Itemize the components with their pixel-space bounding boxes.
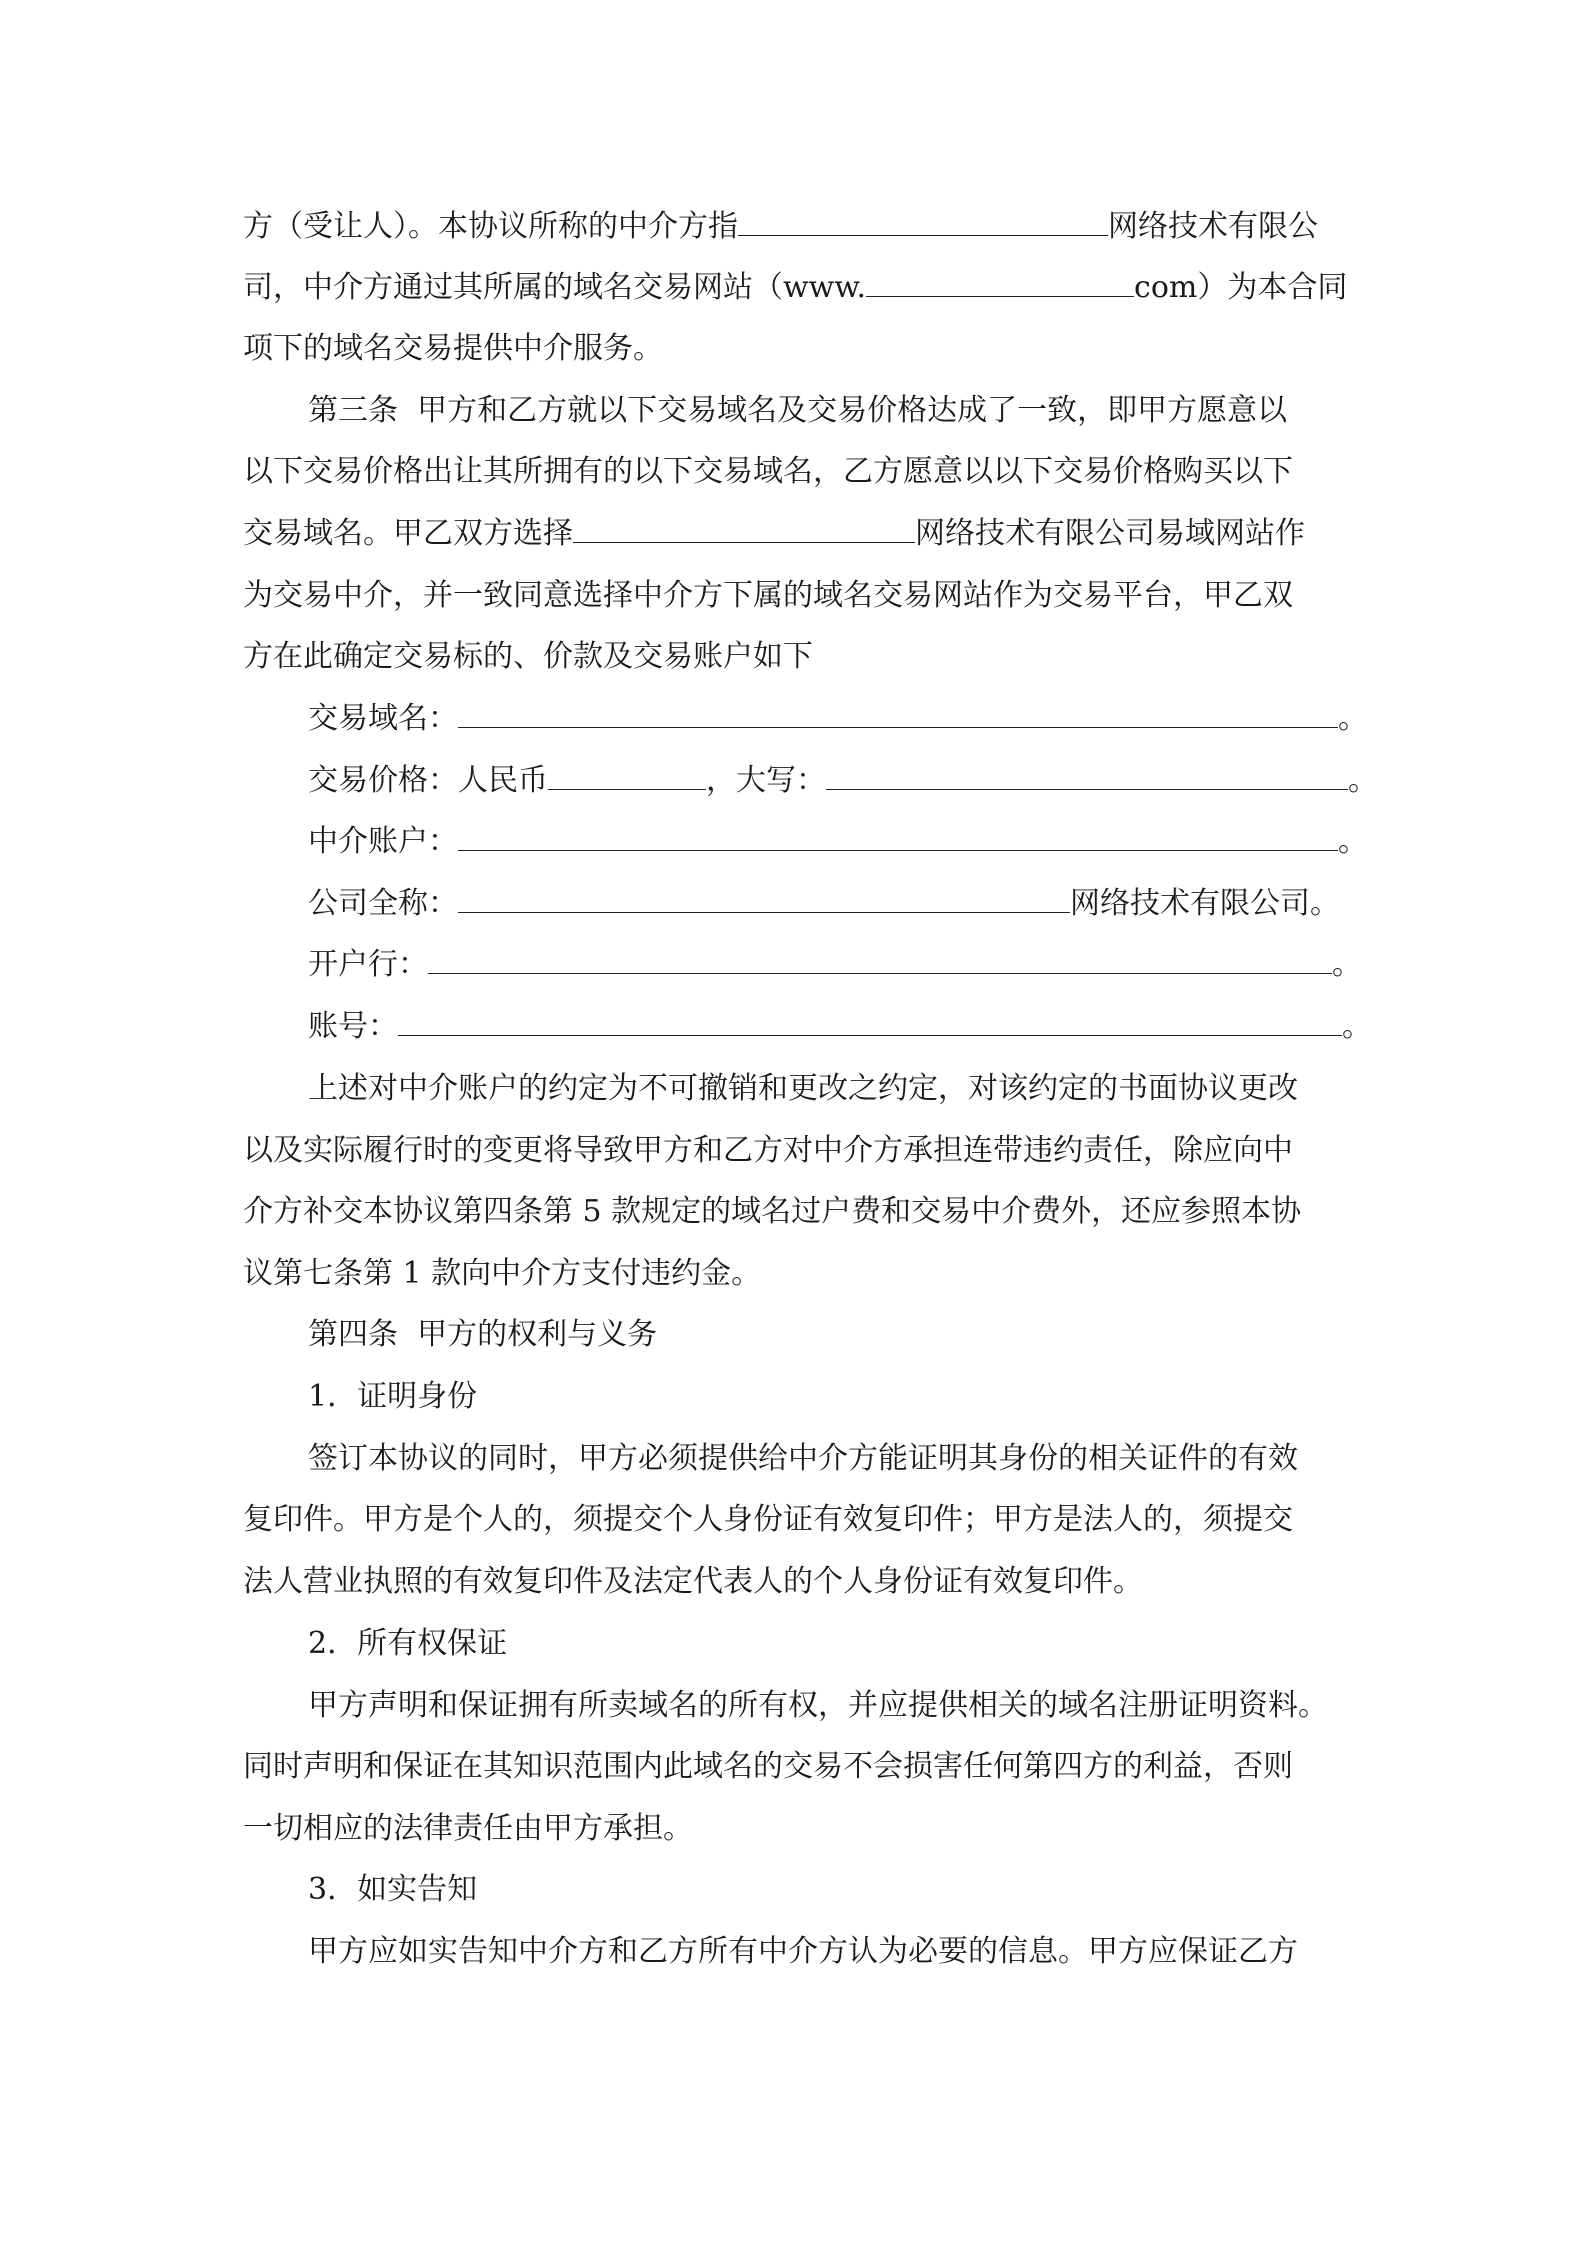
field-label: 账号：: [308, 1009, 398, 1044]
section-1-title: 1．证明身份: [308, 1379, 478, 1414]
field-bank: [308, 945, 1362, 985]
fill-in-blank[interactable]: [573, 518, 915, 543]
paragraph-line: 为交易中介，并一致同意选择中介方下属的域名交易网站作为交易平台，甲乙双: [243, 578, 1293, 613]
fill-in-blank[interactable]: [548, 765, 706, 790]
paragraph-line: 以下交易价格出让其所拥有的以下交易域名，乙方愿意以以下交易价格购买以下: [243, 454, 1293, 489]
field-account-number: [308, 1007, 1372, 1047]
fill-in-blank[interactable]: [738, 211, 1108, 236]
paragraph-line: 议第七条第 1 款向中介方支付违约金。: [243, 1256, 762, 1291]
field-label: 开户行：: [308, 947, 428, 982]
paragraph-line: 一切相应的法律责任由甲方承担。: [243, 1811, 693, 1846]
paragraph-line: 介方补交本协议第四条第 5 款规定的域名过户费和交易中介费外，还应参照本协: [243, 1194, 1302, 1229]
text: 网络技术有限公司易域网站作: [915, 516, 1305, 551]
field-escrow-account: [308, 822, 1368, 862]
field-label: 公司全称：: [308, 886, 458, 921]
section-3-title: 3．如实告知: [308, 1872, 478, 1907]
paragraph-line: 甲方声明和保证拥有所卖域名的所有权，并应提供相关的域名注册证明资料。: [308, 1688, 1328, 1723]
text: 。: [1342, 1009, 1372, 1044]
field-label: 交易域名：: [308, 701, 458, 736]
text: 。: [1338, 824, 1368, 859]
text: 交易域名。甲乙双方选择: [243, 516, 573, 551]
field-domain: [308, 699, 1368, 739]
paragraph-line: 甲方应如实告知中介方和乙方所有中介方认为必要的信息。甲方应保证乙方: [308, 1934, 1298, 1969]
field-label: 中介账户：: [308, 824, 458, 859]
paragraph-line: 项下的域名交易提供中介服务。: [243, 331, 663, 366]
text: 。: [1332, 947, 1362, 982]
field-label: ，大写：: [706, 763, 826, 798]
paragraph-line: 上述对中介账户的约定为不可撤销和更改之约定，对该约定的书面协议更改: [308, 1071, 1298, 1106]
fill-in-blank[interactable]: [826, 765, 1348, 790]
paragraph-line: 法人营业执照的有效复印件及法定代表人的个人身份证有效复印件。: [243, 1564, 1143, 1599]
field-company-name: [308, 884, 1340, 924]
text: 。: [1338, 701, 1368, 736]
paragraph-line: 方在此确定交易标的、价款及交易账户如下: [243, 639, 813, 674]
field-label: 交易价格：人民币: [308, 763, 548, 798]
text: 方（受让人）。本协议所称的中介方指: [243, 209, 738, 244]
section-2-title: 2．所有权保证: [308, 1626, 508, 1661]
text: 网络技术有限公司。: [1070, 886, 1340, 921]
paragraph-line: [243, 268, 1347, 308]
fill-in-blank[interactable]: [458, 888, 1070, 913]
text: 网络技术有限公: [1108, 209, 1318, 244]
paragraph-line: 复印件。甲方是个人的，须提交个人身份证有效复印件；甲方是法人的，须提交: [243, 1502, 1293, 1537]
fill-in-blank[interactable]: [866, 272, 1134, 297]
field-price: [308, 761, 1378, 801]
article-3-heading-line: 第三条 甲方和乙方就以下交易域名及交易价格达成了一致，即甲方愿意以: [308, 393, 1288, 428]
paragraph-line: 同时声明和保证在其知识范围内此域名的交易不会损害任何第四方的利益，否则: [243, 1749, 1293, 1784]
fill-in-blank[interactable]: [428, 949, 1332, 974]
fill-in-blank[interactable]: [458, 826, 1338, 851]
text: com）为本合同: [1134, 270, 1348, 305]
article-4-heading: 第四条 甲方的权利与义务: [308, 1317, 658, 1352]
text: 司，中介方通过其所属的域名交易网站（www.: [243, 270, 867, 305]
fill-in-blank[interactable]: [458, 703, 1338, 728]
text: 。: [1348, 763, 1378, 798]
paragraph-line: [243, 514, 1305, 554]
paragraph-line: [243, 207, 1318, 247]
paragraph-line: 以及实际履行时的变更将导致甲方和乙方对中介方承担连带违约责任，除应向中: [243, 1133, 1293, 1168]
paragraph-line: 签订本协议的同时，甲方必须提供给中介方能证明其身份的相关证件的有效: [308, 1441, 1298, 1476]
fill-in-blank[interactable]: [398, 1011, 1342, 1036]
